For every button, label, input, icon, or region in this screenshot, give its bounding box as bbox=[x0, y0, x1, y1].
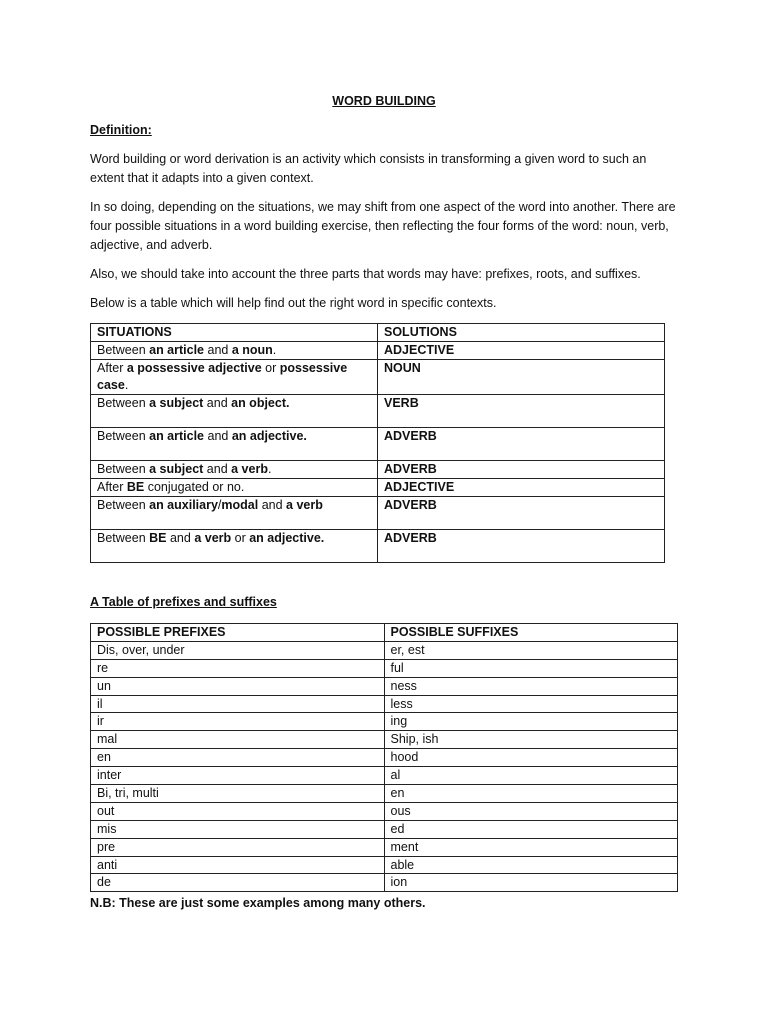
situation-text-run: an adjective. bbox=[231, 429, 307, 443]
table-header-row bbox=[91, 624, 678, 642]
situation-text-run: a subject bbox=[149, 396, 204, 410]
suffix-cell: ful bbox=[384, 659, 678, 677]
solution-cell: ADJECTIVE bbox=[378, 479, 665, 497]
situation-cell bbox=[91, 479, 378, 497]
suffix-cell: ous bbox=[384, 802, 678, 820]
affix-table bbox=[90, 623, 678, 892]
solution-cell: ADVERB bbox=[378, 530, 665, 563]
situation-cell bbox=[91, 497, 378, 530]
situation-cell bbox=[91, 461, 378, 479]
prefix-cell: un bbox=[91, 677, 385, 695]
solution-cell: ADVERB bbox=[378, 428, 665, 461]
suffix-cell: ing bbox=[384, 713, 678, 731]
table-row bbox=[91, 874, 678, 892]
table-row bbox=[91, 838, 678, 856]
paragraph-definition: Word building or word derivation is an activity which consists in transforming a given word to such an extent that it adapts into a given context. bbox=[90, 152, 647, 185]
suffix-cell: ed bbox=[384, 820, 678, 838]
situations-table bbox=[90, 323, 665, 563]
situation-cell bbox=[91, 395, 378, 428]
situation-text-run: conjugated or no. bbox=[144, 480, 245, 494]
suffix-cell: en bbox=[384, 785, 678, 803]
prefix-cell: en bbox=[91, 749, 385, 767]
paragraph-situations: In so doing, depending on the situations, we may shift from one aspect of the word into another. There are four possible situations in a word building exercise, then reflecting the four forms of the word: noun, verb, adjective, and adverb. bbox=[90, 200, 676, 252]
table-row bbox=[91, 785, 678, 803]
column-header-suffixes: POSSIBLE SUFFIXES bbox=[384, 624, 678, 642]
situation-text-run: BE bbox=[149, 531, 167, 545]
suffix-cell: er, est bbox=[384, 641, 678, 659]
situation-cell bbox=[91, 530, 378, 563]
suffix-cell: able bbox=[384, 856, 678, 874]
situation-text-run: possessive case bbox=[97, 361, 348, 392]
paragraph-table-intro: Below is a table which will help find out the right word in specific contexts. bbox=[90, 296, 497, 310]
situation-text-run: / bbox=[217, 498, 222, 512]
suffix-cell: al bbox=[384, 767, 678, 785]
table-row bbox=[91, 641, 678, 659]
situation-text-run: an object. bbox=[231, 396, 290, 410]
table-row bbox=[91, 749, 678, 767]
table-row bbox=[91, 713, 678, 731]
prefix-cell: anti bbox=[91, 856, 385, 874]
situation-text-run: After bbox=[97, 480, 127, 494]
situation-text-run: an auxiliary bbox=[149, 498, 218, 512]
table-row bbox=[91, 802, 678, 820]
situation-text-run: Between bbox=[97, 429, 150, 443]
situation-text-run: . bbox=[267, 462, 272, 476]
situation-text-run: and bbox=[204, 429, 232, 443]
footnote: N.B: These are just some examples among many others. bbox=[90, 896, 426, 910]
solution-cell: ADJECTIVE bbox=[378, 342, 665, 360]
situation-text-run: and bbox=[203, 462, 232, 476]
table-row bbox=[91, 856, 678, 874]
situation-text-run: an article bbox=[149, 429, 205, 443]
page-title: WORD BUILDING bbox=[332, 94, 436, 108]
solution-cell: VERB bbox=[378, 395, 665, 428]
table-row bbox=[91, 695, 678, 713]
situation-text-run: a possessive adjective bbox=[126, 361, 262, 375]
situation-text-run: a verb bbox=[286, 498, 323, 512]
situation-text-run: and bbox=[166, 531, 195, 545]
situation-text-run: BE bbox=[126, 480, 145, 494]
situation-text-run: Between bbox=[97, 531, 150, 545]
table-row bbox=[91, 530, 665, 563]
table-row bbox=[91, 360, 665, 395]
situation-cell bbox=[91, 342, 378, 360]
situation-text-run: or bbox=[231, 531, 250, 545]
situation-text-run: an article bbox=[149, 343, 205, 357]
suffix-cell: hood bbox=[384, 749, 678, 767]
column-header-solutions: SOLUTIONS bbox=[378, 324, 665, 342]
suffix-cell: ment bbox=[384, 838, 678, 856]
prefix-cell: il bbox=[91, 695, 385, 713]
solution-cell: ADVERB bbox=[378, 497, 665, 530]
situation-text-run: Between bbox=[97, 462, 150, 476]
situation-text-run: and bbox=[204, 343, 232, 357]
situation-text-run: a subject bbox=[149, 462, 204, 476]
definition-heading: Definition: bbox=[90, 123, 152, 137]
prefix-cell: Dis, over, under bbox=[91, 641, 385, 659]
table-row bbox=[91, 767, 678, 785]
situation-text-run: an adjective. bbox=[249, 531, 325, 545]
prefix-cell: mis bbox=[91, 820, 385, 838]
prefix-cell: ir bbox=[91, 713, 385, 731]
table-row bbox=[91, 497, 665, 530]
situation-text-run: . bbox=[272, 343, 277, 357]
table-row bbox=[91, 659, 678, 677]
situation-text-run: Between bbox=[97, 396, 150, 410]
prefix-cell: inter bbox=[91, 767, 385, 785]
table-row bbox=[91, 342, 665, 360]
situation-text-run: a noun bbox=[231, 343, 273, 357]
situation-text-run: modal bbox=[221, 498, 259, 512]
table-row bbox=[91, 731, 678, 749]
situation-text-run: or bbox=[261, 361, 280, 375]
situation-text-run: a verb bbox=[194, 531, 232, 545]
suffix-cell: ion bbox=[384, 874, 678, 892]
prefix-cell: re bbox=[91, 659, 385, 677]
prefix-cell: Bi, tri, multi bbox=[91, 785, 385, 803]
table-row bbox=[91, 461, 665, 479]
table-row bbox=[91, 395, 665, 428]
situation-text-run: a verb bbox=[231, 462, 268, 476]
situation-cell bbox=[91, 360, 378, 395]
solution-cell: ADVERB bbox=[378, 461, 665, 479]
table-row bbox=[91, 479, 665, 497]
suffix-cell: ness bbox=[384, 677, 678, 695]
situation-text-run: and bbox=[203, 396, 232, 410]
situation-text-run: . bbox=[124, 378, 129, 392]
column-header-situations: SITUATIONS bbox=[91, 324, 378, 342]
affix-section-heading: A Table of prefixes and suffixes bbox=[90, 595, 277, 609]
situation-text-run: Between bbox=[97, 343, 150, 357]
solution-cell: NOUN bbox=[378, 360, 665, 395]
prefix-cell: out bbox=[91, 802, 385, 820]
table-row bbox=[91, 820, 678, 838]
table-header-row bbox=[91, 324, 665, 342]
table-row bbox=[91, 428, 665, 461]
prefix-cell: mal bbox=[91, 731, 385, 749]
prefix-cell: pre bbox=[91, 838, 385, 856]
situation-cell bbox=[91, 428, 378, 461]
suffix-cell: less bbox=[384, 695, 678, 713]
prefix-cell: de bbox=[91, 874, 385, 892]
suffix-cell: Ship, ish bbox=[384, 731, 678, 749]
table-row bbox=[91, 677, 678, 695]
column-header-prefixes: POSSIBLE PREFIXES bbox=[91, 624, 385, 642]
situation-text-run: After bbox=[97, 361, 127, 375]
situation-text-run: and bbox=[258, 498, 287, 512]
situation-text-run: Between bbox=[97, 498, 150, 512]
paragraph-word-parts: Also, we should take into account the three parts that words may have: prefixes, roots, and suffixes. bbox=[90, 267, 641, 281]
